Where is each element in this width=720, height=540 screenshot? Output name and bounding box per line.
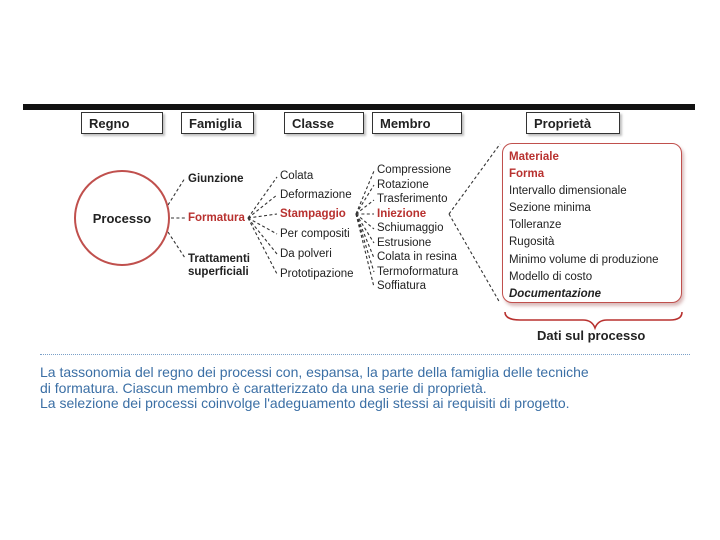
classe-item: Deformazione — [280, 189, 352, 201]
prop-item: Sezione minima — [509, 202, 591, 215]
classe-item: Prototipazione — [280, 268, 354, 280]
famiglia-superficiali: superficiali — [188, 266, 249, 278]
prop-item: Minimo volume di produzione — [509, 253, 659, 266]
prop-documentazione: Documentazione — [509, 287, 602, 300]
caption-divider — [40, 354, 690, 355]
processo-circle — [74, 170, 170, 266]
membro-item: Colata in resina — [377, 251, 457, 263]
prop-item: Intervallo dimensionale — [509, 185, 627, 198]
classe-item-stampaggio: Stampaggio — [280, 208, 346, 220]
header-famiglia: Famiglia — [181, 112, 254, 134]
dati-brace — [505, 312, 682, 328]
header-membro: Membro — [372, 112, 462, 134]
header-regno: Regno — [81, 112, 163, 134]
membro-item-iniezione: Iniezione — [377, 208, 427, 220]
membro-item: Termoformatura — [377, 266, 459, 278]
header-classe: Classe — [284, 112, 364, 134]
famiglia-giunzione: Giunzione — [188, 173, 244, 185]
prop-item: Tolleranze — [509, 219, 562, 232]
connector-trattamenti — [168, 232, 185, 258]
classe-item: Da polveri — [280, 248, 332, 260]
connector-estrusione — [356, 214, 374, 243]
famiglia-trattamenti: Trattamenti — [188, 253, 250, 265]
proprieta-box — [502, 143, 682, 303]
caption-line: La tassonomia del regno dei processi con, espansa, la parte della famiglia delle tecniche — [40, 364, 589, 380]
processo-label: Processo — [92, 211, 152, 226]
membro-item: Compressione — [377, 164, 452, 176]
dati-label: Dati sul processo — [537, 328, 646, 343]
membro-item: Estrusione — [377, 237, 432, 249]
caption-line: La selezione dei processi coinvolge l'adeguamento degli stessi ai requisiti di progetto. — [40, 395, 570, 411]
header-proprieta: Proprietà — [526, 112, 620, 134]
connector-colata — [248, 177, 277, 218]
membro-item: Schiumaggio — [377, 222, 444, 234]
connector-compositi — [248, 218, 277, 234]
connector-polveri — [248, 218, 277, 254]
connector-giunzione — [168, 178, 185, 205]
connector-termoformatura — [356, 214, 374, 272]
prop-item: Modello di costo — [509, 270, 593, 283]
membro-item: Rotazione — [377, 179, 429, 191]
connector-rotazione — [356, 185, 374, 214]
connector-prop-top — [449, 144, 500, 214]
classe-item: Per compositi — [280, 228, 350, 240]
prop-forma: Forma — [509, 168, 545, 181]
prop-materiale: Materiale — [509, 151, 559, 163]
membro-item: Soffiatura — [377, 280, 427, 292]
famiglia-formatura: Formatura — [188, 212, 245, 224]
caption-line: di formatura. Ciascun membro è caratterizzato da una serie di proprietà. — [40, 379, 487, 396]
prop-item: Rugosità — [509, 236, 555, 249]
caption — [40, 365, 700, 412]
membro-item: Trasferimento — [377, 193, 448, 205]
classe-item: Colata — [280, 170, 314, 182]
